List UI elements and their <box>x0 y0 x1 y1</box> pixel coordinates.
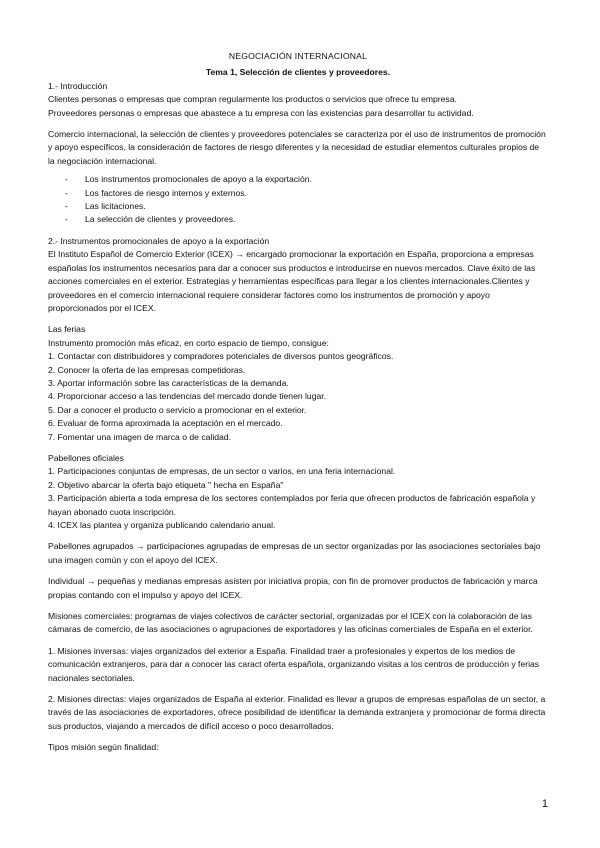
list-item: 2. Conocer la oferta de las empresas competidoras. <box>48 364 246 375</box>
tipos-mision-heading: Tipos misión según finalidad: <box>48 742 159 753</box>
list-item: 3. Participación abierta a toda empresa de los sectores contemplados por feria que ofrecen productos de fabricación española y hayan abonado cuota inscripción. <box>48 493 536 517</box>
document-page <box>48 50 548 755</box>
intro-heading: 1.- Introducción <box>48 80 108 91</box>
list-item: 1. Contactar con distribuidores y compradores potenciales de diversos puntos geográficos. <box>48 351 394 362</box>
intro-line: Clientes personas o empresas que compran regularmente los productos o servicios que ofrece tu empresa. <box>48 94 457 105</box>
document-title: NEGOCIACIÓN INTERNACIONAL <box>228 51 368 61</box>
list-item: 7. Fomentar una imagen de marca o de calidad. <box>48 431 231 442</box>
list-item: - Las licitaciones. <box>48 200 548 213</box>
list-item: 4. Proporcionar acceso a las tendencias del mercado donde tienen lugar. <box>48 391 327 402</box>
list-item: - Los factores de riesgo internos y externos. <box>48 187 548 200</box>
list-item: 2. Objetivo abarcar la oferta bajo etiqueta " hecha en España" <box>48 479 284 490</box>
misiones-paragraph: Misiones comerciales: programas de viajes colectivos de carácter sectorial, organizadas por el ICEX con la colaboración de las cámaras de comercio, de las asociaciones o agrupaciones de exportadores y las oficinas comerciales de España en el exterior. <box>48 611 533 635</box>
list-item: - Los instrumentos promocionales de apoyo a la exportación. <box>48 173 548 186</box>
misiones-inversas-paragraph: 1. Misiones inversas: viajes organizados del exterior a España. Finalidad traer a profesionales y expertos de los medios de comunicación extranjeros, para dar a conocer las caract oferta española, organizando visitas a los centros de producción y ferias nacionales sectoriales. <box>48 645 540 683</box>
misiones-directas-paragraph: 2. Misiones directas: viajes organizados de España al exterior. Finalidad es llevar a grupos de empresas españolas de un sector, a través de las asociaciones de exportadores, ofrece posibilidad de identificar la demanda extranjera y promocionar de forma directa sus productos, viajando a mercados de difícil acceso o poco desarrollados. <box>48 694 546 731</box>
intro-paragraph: Comercio internacional, la selección de clientes y proveedores potenciales se caracteriza por el uso de instrumentos de promoción y apoyo específicos, la consideración de factores de riesgo diferentes y la necesidad de estudiar elementos culturales propios de la negociación internacional. <box>48 129 546 166</box>
list-item: 5. Dar a conocer el producto o servicio a promocionar en el exterior. <box>48 404 307 415</box>
intro-line: Proveedores personas o empresas que abastece a tu empresa con las existencias para desarrollar tu actividad. <box>48 107 474 118</box>
list-item: 1. Participaciones conjuntas de empresas, de un sector o varios, en una feria internacional. <box>48 466 396 477</box>
page-number: 1 <box>541 798 548 810</box>
topic-title: Tema 1, Selección de clientes y proveedores. <box>205 67 391 78</box>
list-item: - La selección de clientes y proveedores. <box>48 213 548 226</box>
individual-paragraph: Individual → pequeñas y medianas empresas asisten por iniciativa propia, con fin de promover productos de fabricación y marca propias contando con el impulso y apoyo del ICEX. <box>48 576 538 600</box>
section2-heading: 2.- Instrumentos promocionales de apoyo a la exportación <box>48 235 270 246</box>
pabellones-heading: Pabellones oficiales <box>48 452 124 463</box>
list-item: 6. Evaluar de forma aproximada la aceptación en el mercado. <box>48 418 283 429</box>
pabellones-agrupados-paragraph: Pabellones agrupados → participaciones agrupadas de empresas de un sector organizadas por las asociaciones sectoriales bajo una imagen común y con el apoyo del ICEX. <box>48 541 541 565</box>
ferias-heading: Las ferias <box>48 324 86 335</box>
ferias-intro: Instrumento promoción más eficaz, en corto espacio de tiempo, consigue: <box>48 337 329 348</box>
list-item: 4. ICEX las plantea y organiza publicando calendario anual. <box>48 520 276 530</box>
list-item: 3. Aportar información sobre las características de la demanda. <box>48 377 289 388</box>
section2-paragraph: El Instituto Español de Comercio Exterior (ICEX) → encargado promocionar la exportación en España, proporciona a empresas españolas los instrumentos necesarios para dar a conocer sus productos e introducirse en nuevos mercados. Clave éxito de las acciones comerciales en el exterior. Estrategias y herramientas específicas para llegar a los clientes internacionales.Clientes y proveedores en el comercio internacional requiere considerar factores como los instrumentos de promoción y apoyo proporcionados por el ICEX. <box>48 249 536 313</box>
intro-bullet-list <box>48 173 548 227</box>
